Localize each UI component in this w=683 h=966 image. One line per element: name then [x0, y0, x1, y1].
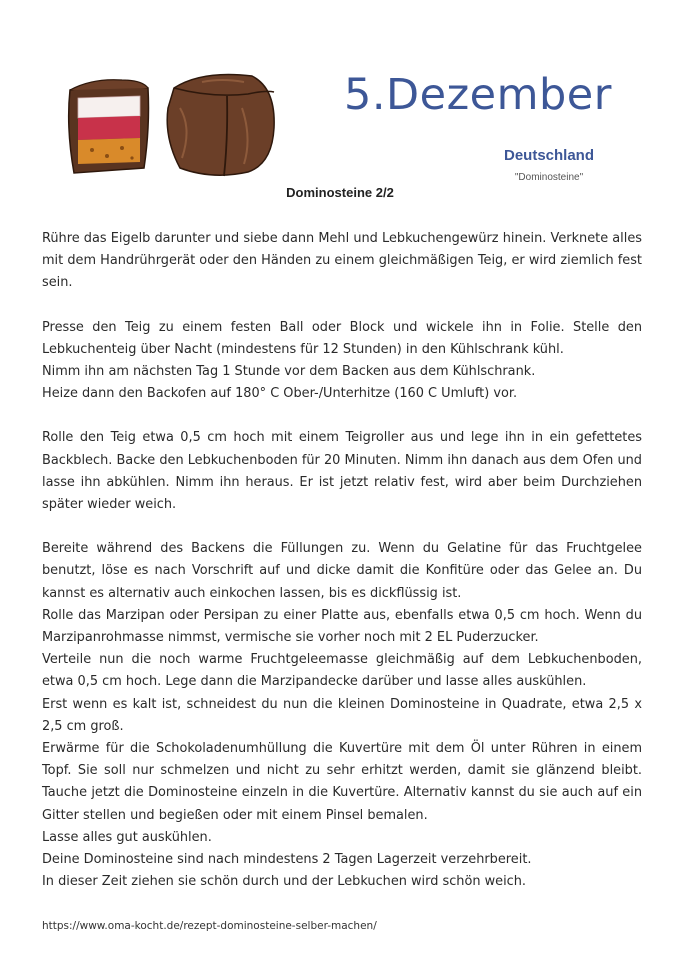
instruction-paragraph: Erst wenn es kalt ist, schneidest du nun die kleinen Dominosteine in Quadrate, etwa 2,5 x 2,5 cm groß. [42, 696, 642, 734]
instruction-paragraph: In dieser Zeit ziehen sie schön durch und der Lebkuchen wird schön weich. [42, 874, 527, 890]
instruction-paragraph: Nimm ihn am nächsten Tag 1 Stunde vor dem Backen aus dem Kühlschrank. [42, 364, 536, 380]
recipe-alias: "Dominosteine" [514, 172, 584, 183]
cut-domino-stone-image [69, 80, 149, 173]
instruction-paragraph: Bereite während des Backens die Füllungen zu. Wenn du Gelatine für das Fruchtgelee benutzt, löse es nach Vorschrift auf und dicke damit die Konfitüre oder das Gelee an. Du kannst es alternativ auch einkochen lassen, bis es dickflüssig ist. [42, 541, 642, 601]
recipe-title: Dominosteine 2/2 [286, 185, 394, 200]
instruction-paragraph: Rühre das Eigelb darunter und siebe dann Mehl und Lebkuchengewürz hinein. Verknete alles mit dem Handrührgerät oder den Händen zu einem gleichmäßigen Teig, er wird ziemlich fest sein. [42, 231, 642, 291]
instruction-paragraph: Verteile nun die noch warme Fruchtgeleemasse gleichmäßig auf dem Lebkuchenboden, etwa 0,5 cm hoch. Lege dann die Marzipandecke darüber und lasse alles auskühlen. [42, 652, 642, 690]
instruction-paragraph: Deine Dominosteine sind nach mindestens 2 Tagen Lagerzeit verzehrbereit. [42, 852, 532, 868]
instruction-paragraph: Erwärme für die Schokoladenumhüllung die Kuvertüre mit dem Öl unter Rühren in einem Topf. Sie soll nur schmelzen und nicht zu sehr erhitzt werden, damit sie glänzend bleibt. Tauche jetzt die Dominosteine einzeln in die Kuvertüre. Alternativ kannst du sie auch auf ein Gitter stellen und begießen oder mit einem Pinsel bemalen. [42, 741, 642, 823]
dominosteine-illustration [52, 68, 284, 188]
recipe-instructions [42, 228, 642, 893]
instruction-paragraph: Presse den Teig zu einem festen Ball oder Block und wickele ihn in Folie. Stelle den Lebkuchenteig über Nacht (mindestens für 12 Stunden) in den Kühlschrank kühl. [42, 319, 642, 357]
instruction-paragraph: Lasse alles gut auskühlen. [42, 829, 212, 845]
instruction-paragraph: Rolle das Marzipan oder Persipan zu einer Platte aus, ebenfalls etwa 0,5 cm hoch. Wenn du Marzipanrohmasse nimmst, vermische sie vorher noch mit 2 EL Puderzucker. [42, 607, 642, 646]
whole-domino-stone-image [167, 75, 274, 177]
instruction-paragraph: Heize dann den Backofen auf 180° C Ober-/Unterhitze (160 C Umluft) vor. [42, 386, 518, 402]
page-title: 5.Dezember [344, 70, 612, 120]
instruction-paragraph: Rolle den Teig etwa 0,5 cm hoch mit einem Teigroller aus und lege ihn in ein gefettetes Backblech. Backe den Lebkuchenboden für 20 Minuten. Nimm ihn danach aus dem Ofen und lasse ihn abkühlen. Nimm ihn heraus. Er ist jetzt relativ fest, wird aber beim Durchziehen später wieder weich. [42, 430, 642, 513]
country-label: Deutschland [503, 147, 594, 164]
source-link[interactable]: https://www.oma-kocht.de/rezept-dominosteine-selber-machen/ [42, 920, 377, 932]
